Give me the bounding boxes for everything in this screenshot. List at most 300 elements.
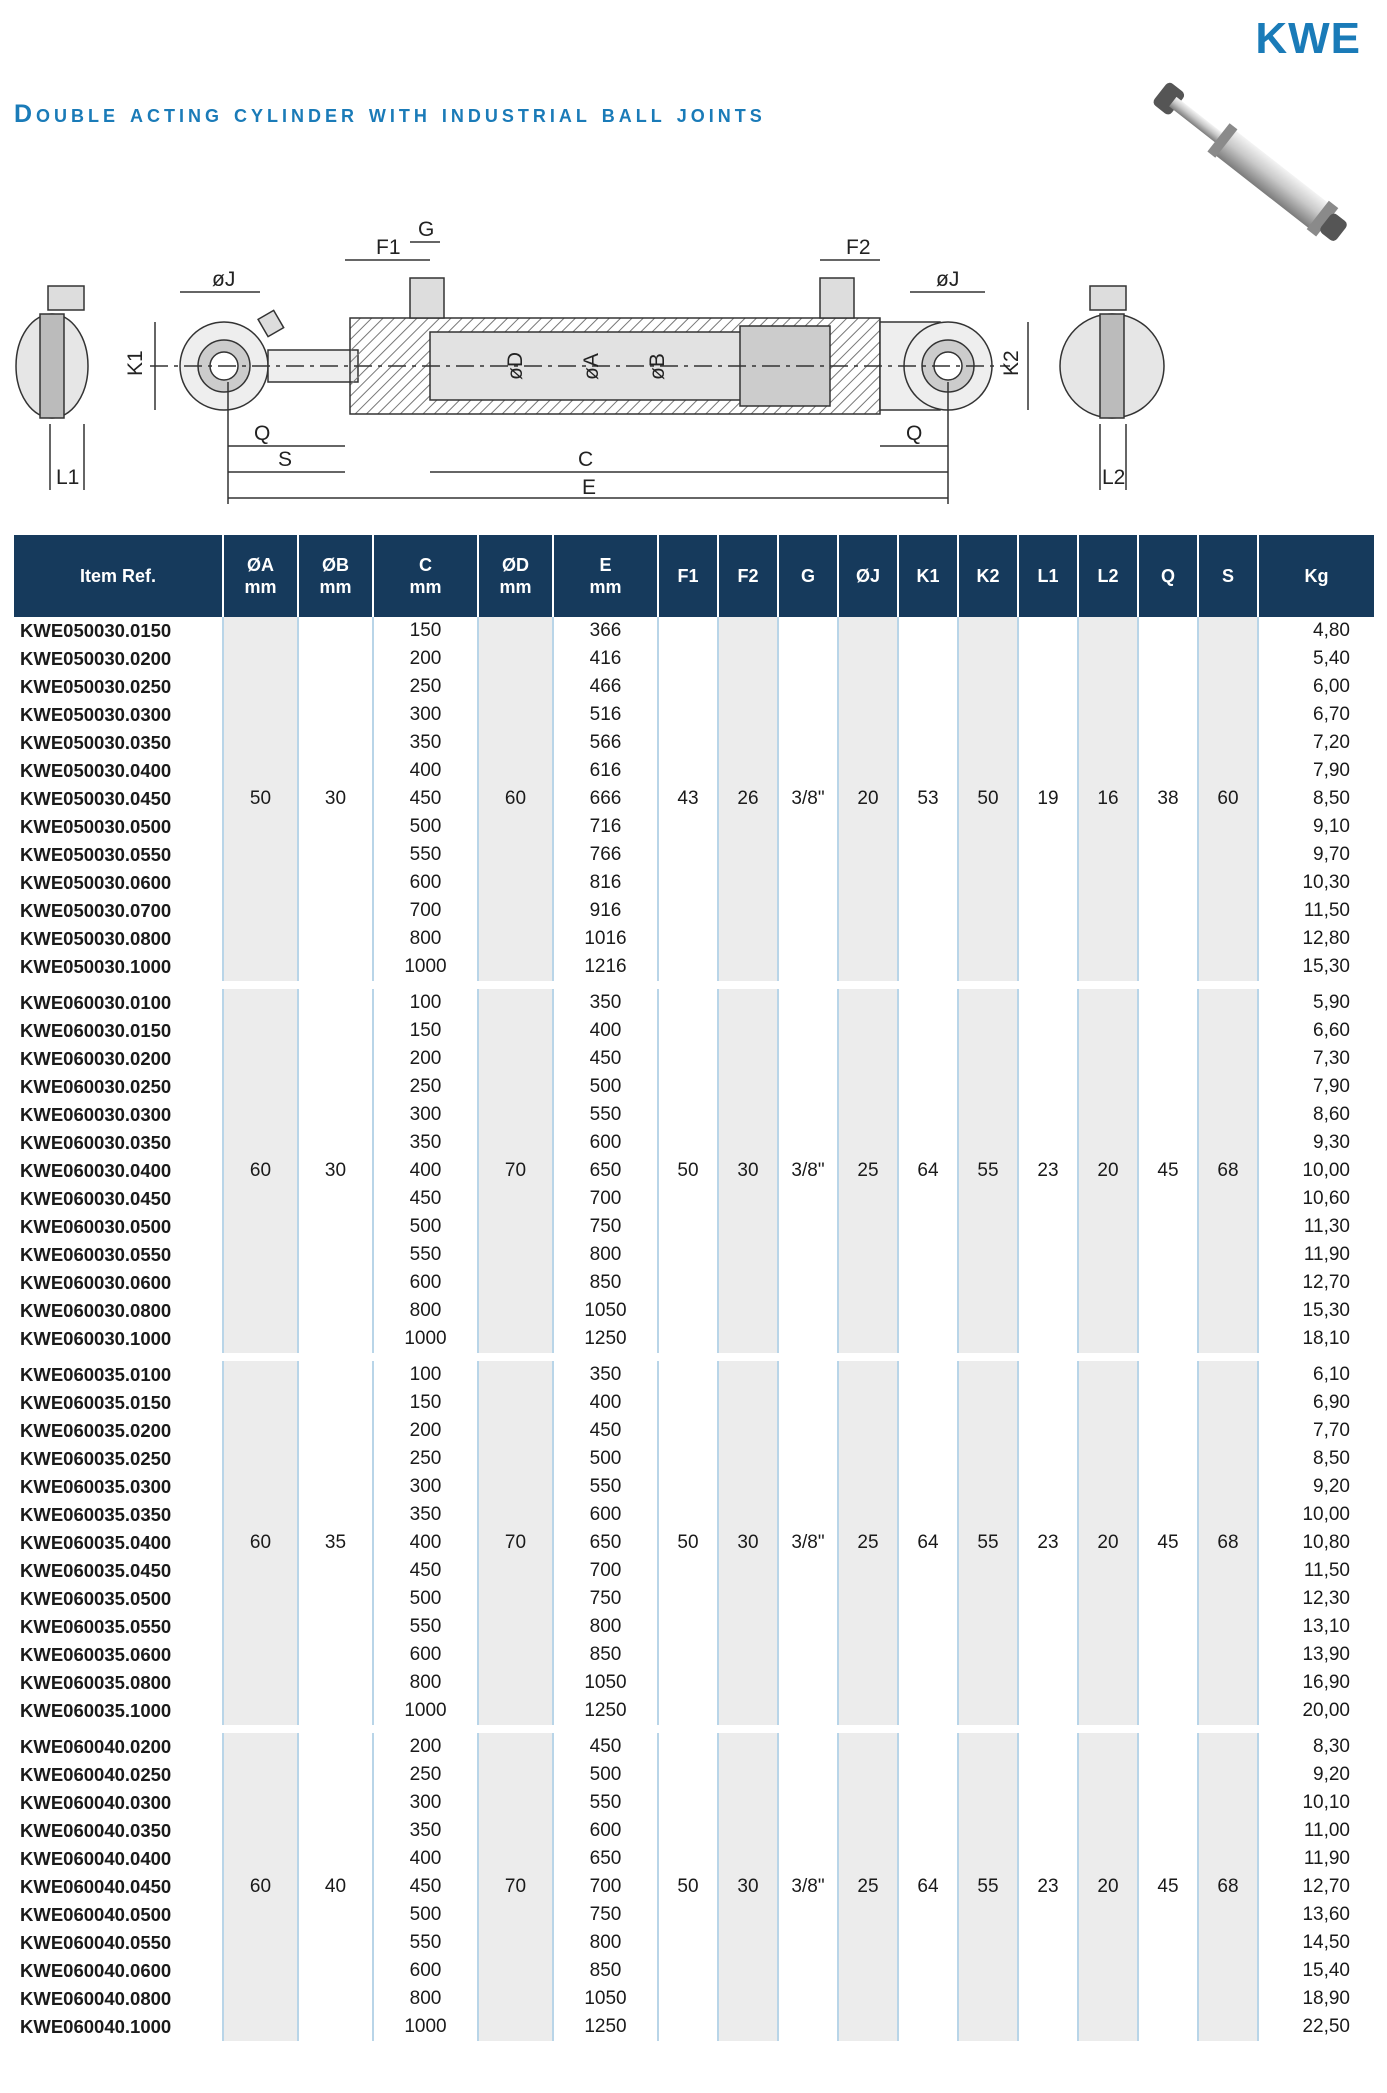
- e-cell: 400: [553, 1017, 658, 1045]
- kg-cell: 6,70: [1258, 701, 1374, 729]
- f1-cell: 50: [658, 1729, 718, 2041]
- e-cell: 700: [553, 1185, 658, 1213]
- column-header-label: Item Ref.: [79, 566, 157, 586]
- kg-cell: 6,00: [1258, 673, 1374, 701]
- e-cell: 500: [553, 1073, 658, 1101]
- item-ref-cell: KWE060040.0350: [20, 1820, 172, 1841]
- kg-cell: 6,90: [1258, 1389, 1374, 1417]
- f2-cell: 30: [718, 1357, 778, 1729]
- column-header-label: Kg: [1304, 566, 1329, 586]
- l1-cell: 23: [1018, 985, 1078, 1357]
- kg-cell: 8,60: [1258, 1101, 1374, 1129]
- g-cell: 3/8": [778, 1729, 838, 2041]
- item-ref-cell: KWE060030.0100: [14, 985, 223, 1017]
- item-ref-cell: KWE060035.0800: [20, 1672, 172, 1693]
- item-ref-cell: KWE060035.0600: [20, 1644, 172, 1665]
- kg-cell: 5,40: [1258, 645, 1374, 673]
- q-cell: 45: [1138, 985, 1198, 1357]
- item-ref-cell: KWE060035.1000: [20, 1700, 172, 1721]
- kg-cell: 10,10: [1258, 1789, 1374, 1817]
- c-cell: 200: [373, 1045, 478, 1073]
- kg-cell: 7,90: [1258, 1073, 1374, 1101]
- k1-cell: 53: [898, 617, 958, 985]
- column-header: [658, 535, 718, 617]
- c-cell: 500: [373, 813, 478, 841]
- j-cell: 25: [838, 1357, 898, 1729]
- kg-cell: 6,10: [1258, 1357, 1374, 1389]
- item-ref-cell: KWE060030.0550: [20, 1244, 172, 1265]
- s-cell: 68: [1198, 1357, 1258, 1729]
- item-ref-cell: KWE060035.0350: [20, 1504, 172, 1525]
- e-cell: 1216: [553, 953, 658, 985]
- c-cell: 600: [373, 1269, 478, 1297]
- c-cell: 450: [373, 1557, 478, 1585]
- c-cell: 250: [373, 1445, 478, 1473]
- kg-cell: 9,20: [1258, 1473, 1374, 1501]
- k2-cell: 55: [958, 985, 1018, 1357]
- l1-cell: 19: [1018, 617, 1078, 985]
- c-cell: 200: [373, 645, 478, 673]
- item-ref-cell: KWE050030.0450: [20, 788, 172, 809]
- c-cell: 500: [373, 1585, 478, 1613]
- item-ref-cell: KWE050030.0150: [20, 620, 172, 641]
- item-ref-cell: KWE050030.0300: [20, 704, 172, 725]
- kg-cell: 7,70: [1258, 1417, 1374, 1445]
- c-cell: 400: [373, 1157, 478, 1185]
- e-cell: 450: [553, 1729, 658, 1761]
- j-cell: 25: [838, 1729, 898, 2041]
- column-header: [1018, 535, 1078, 617]
- dim-label-f2: F2: [846, 236, 871, 259]
- l1-cell: 23: [1018, 1729, 1078, 2041]
- c-cell: 600: [373, 1957, 478, 1985]
- c-cell: 150: [373, 617, 478, 645]
- table-row: [14, 1729, 1374, 1761]
- kg-cell: 10,30: [1258, 869, 1374, 897]
- column-header: [898, 535, 958, 617]
- e-cell: 366: [553, 617, 658, 645]
- e-cell: 850: [553, 1269, 658, 1297]
- column-header-label: G: [800, 566, 815, 586]
- kg-cell: 9,10: [1258, 813, 1374, 841]
- column-header: [718, 535, 778, 617]
- kg-cell: 8,50: [1258, 1445, 1374, 1473]
- dim-label-od: øD: [504, 352, 527, 380]
- item-ref-cell: KWE060040.0300: [20, 1792, 172, 1813]
- column-header-label: K2: [976, 566, 1000, 586]
- column-header: [478, 535, 553, 617]
- kg-cell: 5,90: [1258, 985, 1374, 1017]
- e-cell: 550: [553, 1789, 658, 1817]
- column-header-unit: mm: [589, 577, 622, 597]
- column-header-label: Q: [1160, 566, 1175, 586]
- ob-cell: 40: [298, 1729, 373, 2041]
- column-header: [1198, 535, 1258, 617]
- c-cell: 350: [373, 1501, 478, 1529]
- c-cell: 800: [373, 1985, 478, 2013]
- l2-cell: 20: [1078, 985, 1138, 1357]
- e-cell: 600: [553, 1501, 658, 1529]
- column-header-label: F1: [677, 566, 699, 586]
- e-cell: 716: [553, 813, 658, 841]
- e-cell: 450: [553, 1045, 658, 1073]
- column-header-unit: mm: [244, 577, 277, 597]
- f1-cell: 43: [658, 617, 718, 985]
- column-header-label: E: [599, 555, 612, 575]
- c-cell: 600: [373, 1641, 478, 1669]
- e-cell: 916: [553, 897, 658, 925]
- kg-cell: 12,30: [1258, 1585, 1374, 1613]
- k2-cell: 50: [958, 617, 1018, 985]
- dim-label-q-right: Q: [906, 422, 923, 445]
- kg-cell: 22,50: [1258, 2013, 1374, 2041]
- kg-cell: 11,30: [1258, 1213, 1374, 1241]
- column-header: [958, 535, 1018, 617]
- s-cell: 60: [1198, 617, 1258, 985]
- e-cell: 766: [553, 841, 658, 869]
- dim-label-ob: øB: [646, 353, 669, 380]
- kg-cell: 11,00: [1258, 1817, 1374, 1845]
- kg-cell: 9,20: [1258, 1761, 1374, 1789]
- page-title: Double acting cylinder with industrial ball joints: [14, 100, 766, 128]
- e-cell: 750: [553, 1213, 658, 1241]
- item-ref-cell: KWE060035.0300: [20, 1476, 172, 1497]
- oa-cell: 50: [223, 617, 298, 985]
- item-ref-cell: KWE050030.0200: [20, 648, 172, 669]
- item-ref-cell: KWE050030.0550: [20, 844, 172, 865]
- item-ref-cell: KWE050030.0400: [20, 760, 172, 781]
- k1-cell: 64: [898, 985, 958, 1357]
- l2-cell: 20: [1078, 1729, 1138, 2041]
- e-cell: 600: [553, 1129, 658, 1157]
- c-cell: 550: [373, 1929, 478, 1957]
- kg-cell: 7,20: [1258, 729, 1374, 757]
- kg-cell: 16,90: [1258, 1669, 1374, 1697]
- column-header-label: S: [1221, 566, 1234, 586]
- dim-label-oa: øA: [580, 353, 603, 380]
- item-ref-cell: KWE050030.0250: [20, 676, 172, 697]
- item-ref-cell: KWE060030.0450: [20, 1188, 172, 1209]
- ob-cell: 30: [298, 985, 373, 1357]
- dim-label-k2: K2: [1000, 350, 1023, 376]
- e-cell: 466: [553, 673, 658, 701]
- oa-cell: 60: [223, 1729, 298, 2041]
- c-cell: 300: [373, 701, 478, 729]
- e-cell: 666: [553, 785, 658, 813]
- kg-cell: 20,00: [1258, 1697, 1374, 1729]
- kg-cell: 10,60: [1258, 1185, 1374, 1213]
- s-cell: 68: [1198, 985, 1258, 1357]
- table-row: [14, 1357, 1374, 1389]
- kg-cell: 8,50: [1258, 785, 1374, 813]
- c-cell: 450: [373, 1873, 478, 1901]
- kg-cell: 15,30: [1258, 953, 1374, 985]
- column-header: [838, 535, 898, 617]
- k1-cell: 64: [898, 1729, 958, 2041]
- item-ref-cell: KWE050030.0600: [20, 872, 172, 893]
- e-cell: 550: [553, 1101, 658, 1129]
- k1-cell: 64: [898, 1357, 958, 1729]
- column-header: [298, 535, 373, 617]
- c-cell: 500: [373, 1901, 478, 1929]
- e-cell: 566: [553, 729, 658, 757]
- item-ref-cell: KWE060035.0100: [14, 1357, 223, 1389]
- e-cell: 650: [553, 1157, 658, 1185]
- e-cell: 416: [553, 645, 658, 673]
- item-ref-cell: KWE060030.0500: [20, 1216, 172, 1237]
- c-cell: 400: [373, 757, 478, 785]
- e-cell: 516: [553, 701, 658, 729]
- e-cell: 750: [553, 1901, 658, 1929]
- item-ref-cell: KWE060030.0600: [20, 1272, 172, 1293]
- k2-cell: 55: [958, 1729, 1018, 2041]
- c-cell: 350: [373, 729, 478, 757]
- c-cell: 500: [373, 1213, 478, 1241]
- c-cell: 800: [373, 925, 478, 953]
- c-cell: 400: [373, 1529, 478, 1557]
- c-cell: 400: [373, 1845, 478, 1873]
- kg-cell: 9,70: [1258, 841, 1374, 869]
- c-cell: 250: [373, 1073, 478, 1101]
- c-cell: 1000: [373, 1697, 478, 1729]
- table-row: [14, 617, 1374, 645]
- item-ref-cell: KWE060030.0300: [20, 1104, 172, 1125]
- dim-label-k1: K1: [124, 350, 147, 376]
- item-ref-cell: KWE050030.0500: [20, 816, 172, 837]
- kg-cell: 12,80: [1258, 925, 1374, 953]
- e-cell: 350: [553, 1357, 658, 1389]
- column-header-label: ØA: [247, 555, 274, 575]
- item-ref-cell: KWE060040.0250: [20, 1764, 172, 1785]
- kg-cell: 13,90: [1258, 1641, 1374, 1669]
- l2-cell: 16: [1078, 617, 1138, 985]
- oa-cell: 60: [223, 985, 298, 1357]
- ob-cell: 30: [298, 617, 373, 985]
- table-row: [14, 985, 1374, 1017]
- e-cell: 1016: [553, 925, 658, 953]
- q-cell: 45: [1138, 1729, 1198, 2041]
- c-cell: 550: [373, 1241, 478, 1269]
- kg-cell: 11,50: [1258, 897, 1374, 925]
- e-cell: 650: [553, 1529, 658, 1557]
- c-cell: 700: [373, 897, 478, 925]
- item-ref-cell: KWE060040.0550: [20, 1932, 172, 1953]
- column-header: [223, 535, 298, 617]
- column-header-label: ØJ: [855, 566, 880, 586]
- e-cell: 500: [553, 1761, 658, 1789]
- column-header: [1138, 535, 1198, 617]
- g-cell: 3/8": [778, 617, 838, 985]
- j-cell: 20: [838, 617, 898, 985]
- column-header-label: F2: [737, 566, 759, 586]
- item-ref-cell: KWE060035.0150: [20, 1392, 172, 1413]
- item-ref-cell: KWE060040.0450: [20, 1876, 172, 1897]
- column-header-unit: mm: [409, 577, 442, 597]
- item-ref-cell: KWE060035.0450: [20, 1560, 172, 1581]
- item-ref-cell: KWE050030.0350: [20, 732, 172, 753]
- dim-label-c: C: [578, 448, 594, 471]
- c-cell: 800: [373, 1669, 478, 1697]
- l2-cell: 20: [1078, 1357, 1138, 1729]
- dim-label-oj-left: øJ: [212, 268, 236, 291]
- item-ref-cell: KWE060030.0350: [20, 1132, 172, 1153]
- g-cell: 3/8": [778, 1357, 838, 1729]
- c-cell: 450: [373, 1185, 478, 1213]
- f1-cell: 50: [658, 1357, 718, 1729]
- c-cell: 300: [373, 1101, 478, 1129]
- f2-cell: 30: [718, 985, 778, 1357]
- kg-cell: 12,70: [1258, 1873, 1374, 1901]
- e-cell: 1250: [553, 2013, 658, 2041]
- kg-cell: 15,40: [1258, 1957, 1374, 1985]
- k2-cell: 55: [958, 1357, 1018, 1729]
- c-cell: 100: [373, 985, 478, 1017]
- s-cell: 68: [1198, 1729, 1258, 2041]
- column-header-unit: mm: [319, 577, 352, 597]
- dim-label-oj-right: øJ: [936, 268, 960, 291]
- e-cell: 1050: [553, 1669, 658, 1697]
- f1-cell: 50: [658, 985, 718, 1357]
- item-ref-cell: KWE060040.0200: [14, 1729, 223, 1761]
- q-cell: 38: [1138, 617, 1198, 985]
- g-cell: 3/8": [778, 985, 838, 1357]
- column-header-label: L1: [1037, 566, 1059, 586]
- item-ref-cell: KWE060040.0600: [20, 1960, 172, 1981]
- item-ref-cell: KWE060040.0500: [20, 1904, 172, 1925]
- e-cell: 350: [553, 985, 658, 1017]
- e-cell: 1250: [553, 1697, 658, 1729]
- item-ref-cell: KWE060035.0400: [20, 1532, 172, 1553]
- c-cell: 250: [373, 1761, 478, 1789]
- c-cell: 450: [373, 785, 478, 813]
- kg-cell: 13,60: [1258, 1901, 1374, 1929]
- e-cell: 450: [553, 1417, 658, 1445]
- e-cell: 850: [553, 1957, 658, 1985]
- item-ref-cell: KWE060030.0250: [20, 1076, 172, 1097]
- q-cell: 45: [1138, 1357, 1198, 1729]
- e-cell: 816: [553, 869, 658, 897]
- item-ref-cell: KWE060035.0500: [20, 1588, 172, 1609]
- e-cell: 400: [553, 1389, 658, 1417]
- brand-logo: KWE: [1255, 14, 1361, 63]
- technical-drawing: [0, 214, 1387, 514]
- kg-cell: 15,30: [1258, 1297, 1374, 1325]
- dim-label-s: S: [278, 448, 293, 471]
- column-header-unit: mm: [499, 577, 532, 597]
- item-ref-cell: KWE060035.0250: [20, 1448, 172, 1469]
- column-header: [778, 535, 838, 617]
- kg-cell: 8,30: [1258, 1729, 1374, 1761]
- item-ref-cell: KWE060030.0400: [20, 1160, 172, 1181]
- item-ref-cell: KWE050030.0700: [20, 900, 172, 921]
- c-cell: 600: [373, 869, 478, 897]
- kg-cell: 13,10: [1258, 1613, 1374, 1641]
- column-header: [1078, 535, 1138, 617]
- item-ref-cell: KWE060030.0200: [20, 1048, 172, 1069]
- e-cell: 800: [553, 1613, 658, 1641]
- dim-label-e: E: [582, 476, 597, 499]
- c-cell: 200: [373, 1417, 478, 1445]
- dim-label-l1: L1: [56, 466, 80, 489]
- item-ref-cell: KWE060040.1000: [20, 2016, 172, 2037]
- f2-cell: 26: [718, 617, 778, 985]
- c-cell: 300: [373, 1473, 478, 1501]
- kg-cell: 10,00: [1258, 1157, 1374, 1185]
- od-cell: 60: [478, 617, 553, 985]
- e-cell: 600: [553, 1817, 658, 1845]
- specification-table: [14, 535, 1374, 2041]
- kg-cell: 12,70: [1258, 1269, 1374, 1297]
- column-header-label: C: [419, 555, 432, 575]
- e-cell: 1050: [553, 1985, 658, 2013]
- c-cell: 1000: [373, 2013, 478, 2041]
- kg-cell: 6,60: [1258, 1017, 1374, 1045]
- item-ref-cell: KWE050030.0800: [20, 928, 172, 949]
- f2-cell: 30: [718, 1729, 778, 2041]
- c-cell: 250: [373, 673, 478, 701]
- dim-label-g: G: [418, 218, 435, 241]
- column-header-label: K1: [916, 566, 940, 586]
- kg-cell: 4,80: [1258, 617, 1374, 645]
- c-cell: 1000: [373, 1325, 478, 1357]
- e-cell: 1250: [553, 1325, 658, 1357]
- item-ref-cell: KWE060035.0550: [20, 1616, 172, 1637]
- ob-cell: 35: [298, 1357, 373, 1729]
- e-cell: 700: [553, 1873, 658, 1901]
- l1-cell: 23: [1018, 1357, 1078, 1729]
- e-cell: 550: [553, 1473, 658, 1501]
- dim-label-f1: F1: [376, 236, 401, 259]
- e-cell: 750: [553, 1585, 658, 1613]
- item-ref-cell: KWE060040.0800: [20, 1988, 172, 2009]
- c-cell: 150: [373, 1389, 478, 1417]
- column-header: [373, 535, 478, 617]
- c-cell: 1000: [373, 953, 478, 985]
- item-ref-cell: KWE060035.0200: [20, 1420, 172, 1441]
- e-cell: 500: [553, 1445, 658, 1473]
- kg-cell: 10,00: [1258, 1501, 1374, 1529]
- column-header-label: ØD: [502, 555, 529, 575]
- item-ref-cell: KWE050030.1000: [20, 956, 172, 977]
- c-cell: 550: [373, 1613, 478, 1641]
- e-cell: 850: [553, 1641, 658, 1669]
- dim-label-l2: L2: [1102, 466, 1126, 489]
- kg-cell: 14,50: [1258, 1929, 1374, 1957]
- kg-cell: 7,90: [1258, 757, 1374, 785]
- e-cell: 1050: [553, 1297, 658, 1325]
- e-cell: 616: [553, 757, 658, 785]
- c-cell: 350: [373, 1129, 478, 1157]
- c-cell: 200: [373, 1729, 478, 1761]
- kg-cell: 11,90: [1258, 1241, 1374, 1269]
- od-cell: 70: [478, 1729, 553, 2041]
- item-ref-cell: KWE060030.1000: [20, 1328, 172, 1349]
- kg-cell: 7,30: [1258, 1045, 1374, 1073]
- table-header: [14, 535, 1374, 617]
- c-cell: 800: [373, 1297, 478, 1325]
- c-cell: 300: [373, 1789, 478, 1817]
- od-cell: 70: [478, 985, 553, 1357]
- item-ref-cell: KWE060040.0400: [20, 1848, 172, 1869]
- oa-cell: 60: [223, 1357, 298, 1729]
- c-cell: 150: [373, 1017, 478, 1045]
- c-cell: 350: [373, 1817, 478, 1845]
- kg-cell: 18,10: [1258, 1325, 1374, 1357]
- kg-cell: 11,90: [1258, 1845, 1374, 1873]
- j-cell: 25: [838, 985, 898, 1357]
- column-header-label: ØB: [322, 555, 349, 575]
- item-ref-cell: KWE060030.0800: [20, 1300, 172, 1321]
